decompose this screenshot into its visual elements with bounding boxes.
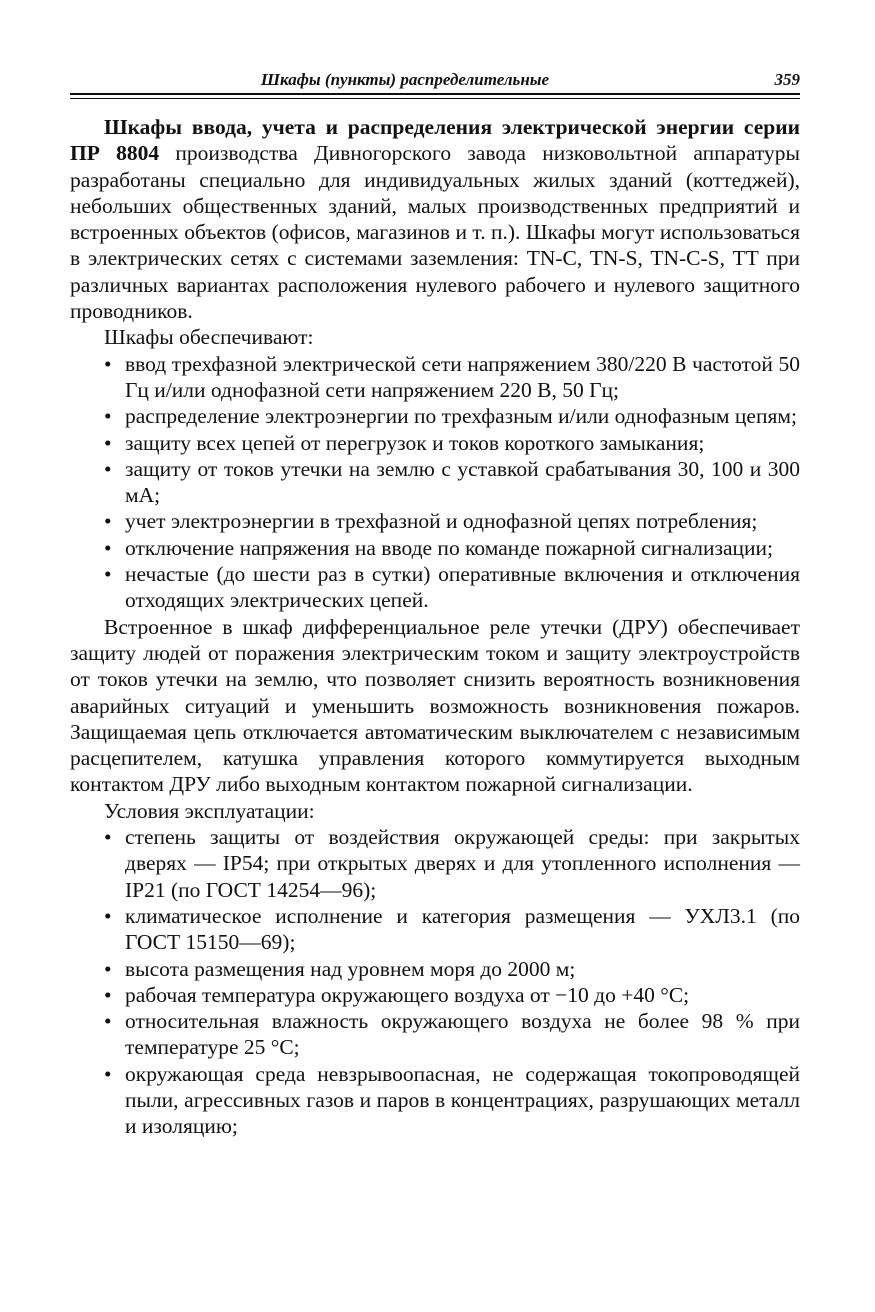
conditions-list	[70, 824, 800, 1140]
intro-text: производства Дивногорского завода низковольтной аппаратуры разработаны специально для индивидуальных жилых зданий (коттеджей), небольших общественных зданий, малых производственных предприятий и встроенных объектов (офисов, магазинов и т. п.). Шкафы могут использоваться в электрических сетях с системами заземления: TN-C, TN-S, TN-C-S, TT при различных вариантах расположения нулевого рабочего и нулевого защитного проводников.	[70, 141, 801, 324]
conditions-lead: Условия эксплуатации:	[104, 798, 315, 823]
list-item: • окружающая среда невзрывоопасная, не содержащая токопроводящей пыли, агрессивных газов и паров в концентрациях, разрушающих металл и изоляцию;	[70, 1061, 800, 1140]
running-header-title: Шкафы (пункты) распределительные	[260, 70, 550, 89]
list-item: • защиту всех цепей от перегрузок и токов короткого замыкания;	[70, 430, 800, 456]
list-item: • ввод трехфазной электрической сети напряжением 380/220 В частотой 50 Гц и/или однофазной сети напряжением 220 В, 50 Гц;	[70, 351, 800, 404]
page-number: 359	[774, 70, 800, 89]
provides-lead: Шкафы обеспечивают:	[104, 325, 314, 350]
body-text	[70, 114, 800, 1140]
list-item: • климатическое исполнение и категория размещения — УХЛ3.1 (по ГОСТ 15150—69);	[70, 903, 800, 956]
list-item: • учет электроэнергии в трехфазной и однофазной цепях потребления;	[70, 508, 800, 534]
intro-paragraph	[70, 114, 800, 324]
provides-list	[70, 351, 800, 614]
list-item: • степень защиты от воздействия окружающей среды: при закрытых дверях — IP54; при открытых дверях и для утопленного исполнения — IP21 (по ГОСТ 14254—96);	[70, 824, 800, 903]
intro-bold-lead: Шкафы ввода, учета и распределения электрической энергии серии ПР 8804	[70, 115, 800, 166]
list-item: • защиту от токов утечки на землю с уставкой срабатывания 30, 100 и 300 мА;	[70, 456, 800, 509]
list-item: • высота размещения над уровнем моря до 2000 м;	[70, 956, 800, 982]
list-item: • отключение напряжения на вводе по команде пожарной сигнализации;	[70, 535, 800, 561]
running-header	[70, 70, 800, 92]
list-item: • рабочая температура окружающего воздуха от −10 до +40 °С;	[70, 982, 800, 1008]
list-item: • относительная влажность окружающего воздуха не более 98 % при температуре 25 °С;	[70, 1008, 800, 1061]
dru-paragraph: Встроенное в шкаф дифференциальное реле утечки (ДРУ) обеспечивает защиту людей от поражения электрическим током и защиту электроустройств от токов утечки на землю, что позволяет снизить вероятность возникновения аварийных ситуаций и уменьшить возможность возникновения пожаров. Защищаемая цепь отключается автоматическим выключателем с независимым расцепителем, катушка управления которого коммутируется выходным контактом ДРУ либо выходным контактом пожарной сигнализации.	[70, 614, 800, 797]
header-rule-thin	[70, 98, 800, 99]
list-item: • распределение электроэнергии по трехфазным и/или однофазным цепям;	[70, 403, 800, 429]
header-rule-thick	[70, 93, 800, 95]
list-item: • нечастые (до шести раз в сутки) оперативные включения и отключения отходящих электрических цепей.	[70, 561, 800, 614]
